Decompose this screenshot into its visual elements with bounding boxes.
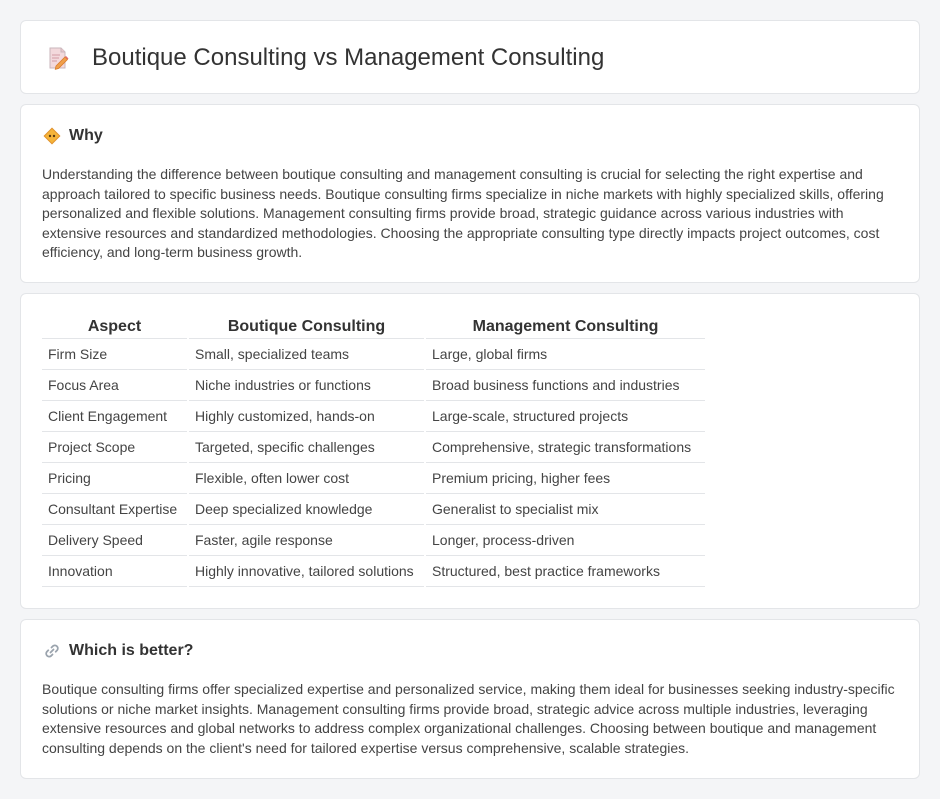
cell-management: Longer, process-driven bbox=[425, 524, 705, 555]
cell-aspect: Consultant Expertise bbox=[42, 493, 188, 524]
cell-aspect: Firm Size bbox=[42, 338, 188, 369]
better-title: Which is better? bbox=[69, 642, 194, 659]
cell-management: Generalist to specialist mix bbox=[425, 493, 705, 524]
cell-aspect: Innovation bbox=[42, 555, 188, 586]
comparison-card bbox=[20, 293, 920, 609]
table-row bbox=[42, 338, 705, 369]
link-icon bbox=[43, 642, 61, 660]
table-row bbox=[42, 493, 705, 524]
better-heading bbox=[43, 641, 193, 661]
header-boutique: Boutique Consulting bbox=[188, 315, 425, 338]
table-header-row bbox=[42, 315, 705, 338]
comparison-table bbox=[42, 315, 705, 587]
document-pencil-icon bbox=[47, 46, 69, 70]
table-row bbox=[42, 431, 705, 462]
cell-management: Large, global firms bbox=[425, 338, 705, 369]
cell-boutique: Highly customized, hands-on bbox=[188, 400, 425, 431]
cell-boutique: Small, specialized teams bbox=[188, 338, 425, 369]
cell-management: Premium pricing, higher fees bbox=[425, 462, 705, 493]
cell-aspect: Focus Area bbox=[42, 369, 188, 400]
cell-boutique: Targeted, specific challenges bbox=[188, 431, 425, 462]
table-row bbox=[42, 524, 705, 555]
header-management: Management Consulting bbox=[425, 315, 705, 338]
cell-boutique: Deep specialized knowledge bbox=[188, 493, 425, 524]
page-title: Boutique Consulting vs Management Consulting bbox=[92, 44, 605, 71]
table-row bbox=[42, 400, 705, 431]
cell-boutique: Niche industries or functions bbox=[188, 369, 425, 400]
cell-management: Structured, best practice frameworks bbox=[425, 555, 705, 586]
table-row bbox=[42, 555, 705, 586]
which-better-card bbox=[20, 619, 920, 779]
cell-management: Large-scale, structured projects bbox=[425, 400, 705, 431]
better-text: Boutique consulting firms offer specialized expertise and personalized service, making them ideal for businesses seeking industry-specific solutions or niche market insights. Management consulting firms provide broad, strategic advice across multiple industries, leveraging extensive resources and global networks to address complex organizational challenges. Choosing between boutique and management consulting depends on the client's need for tailored expertise versus comprehensive, scalable strategies. bbox=[42, 681, 895, 756]
diamond-warning-icon bbox=[43, 127, 61, 145]
cell-aspect: Delivery Speed bbox=[42, 524, 188, 555]
why-title: Why bbox=[69, 127, 103, 144]
cell-boutique: Flexible, often lower cost bbox=[188, 462, 425, 493]
cell-boutique: Faster, agile response bbox=[188, 524, 425, 555]
header-aspect: Aspect bbox=[42, 315, 188, 338]
cell-aspect: Pricing bbox=[42, 462, 188, 493]
cell-management: Comprehensive, strategic transformations bbox=[425, 431, 705, 462]
why-heading bbox=[43, 126, 103, 146]
cell-aspect: Project Scope bbox=[42, 431, 188, 462]
why-text: Understanding the difference between boutique consulting and management consulting is crucial for selecting the right expertise and approach tailored to specific business needs. Boutique consulting firms specialize in niche markets with highly specialized skills, offering personalized and flexible solutions. Management consulting firms provide broad, strategic guidance across various industries with extensive resources and standardized methodologies. Choosing the appropriate consulting type directly impacts project outcomes, cost efficiency, and long-term business growth. bbox=[42, 166, 884, 261]
table-row bbox=[42, 462, 705, 493]
cell-boutique: Highly innovative, tailored solutions bbox=[188, 555, 425, 586]
why-card bbox=[20, 104, 920, 283]
cell-management: Broad business functions and industries bbox=[425, 369, 705, 400]
cell-aspect: Client Engagement bbox=[42, 400, 188, 431]
title-card bbox=[20, 20, 920, 94]
table-row bbox=[42, 369, 705, 400]
